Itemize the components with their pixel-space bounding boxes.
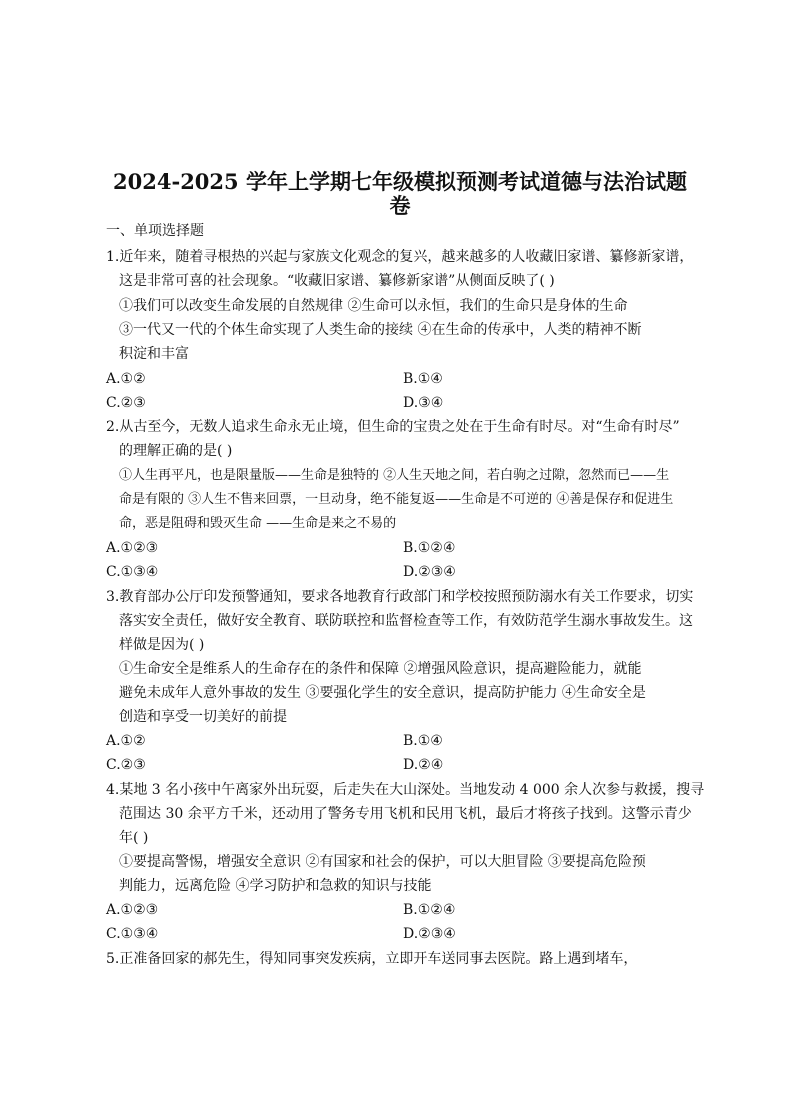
question-2-stem-line: 2.从古至今，无数人追求生命永无止境，但生命的宝贵之处在于生命有时尽。对“生命有时尽”: [106, 419, 680, 435]
question-1-option-a[interactable]: A.①②: [106, 371, 146, 387]
question-2-item-line: 命是有限的 ③人生不售来回票，一旦动身，绝不能复返——生命是不可逆的 ④善是保存和促进生: [119, 492, 674, 507]
question-1-option-c[interactable]: C.②③: [106, 395, 146, 411]
question-4-stem-line: 年( ): [119, 830, 149, 846]
question-1-item-line: ①我们可以改变生命发展的自然规律 ②生命可以永恒，我们的生命只是身体的生命: [119, 298, 628, 314]
question-1-option-b[interactable]: B.①④: [403, 371, 443, 387]
question-4-option-b[interactable]: B.①②④: [403, 902, 456, 918]
question-4-item-line: ①要提高警惕，增强安全意识 ②有国家和社会的保护，可以大胆冒险 ③要提高危险预: [119, 854, 646, 870]
question-2-item-line: 命，恶是阻碍和毁灭生命 ——生命是来之不易的: [119, 516, 397, 531]
question-2-option-b[interactable]: B.①②④: [403, 540, 456, 556]
question-1-item-line: 积淀和丰富: [119, 346, 189, 362]
question-3-option-b[interactable]: B.①④: [403, 733, 443, 749]
question-3-option-d[interactable]: D.②④: [403, 757, 444, 773]
question-3-item-line: 避免未成年人意外事故的发生 ③要强化学生的安全意识，提高防护能力 ④生命安全是: [119, 685, 646, 701]
exam-title: [90, 170, 710, 218]
question-3-stem-line: 3.教育部办公厅印发预警通知，要求各地教育行政部门和学校按照预防溺水有关工作要求，切实: [106, 589, 694, 605]
question-4-item-line: 判能力，远离危险 ④学习防护和急救的知识与技能: [119, 878, 432, 894]
question-2-item-line: ①人生再平凡，也是限量版——生命是独特的 ②人生天地之间，若白驹之过隙，忽然而已——生: [119, 468, 670, 483]
question-3-option-c[interactable]: C.②③: [106, 757, 146, 773]
question-4-option-d[interactable]: D.②③④: [403, 926, 456, 942]
question-1-option-d[interactable]: D.③④: [403, 395, 444, 411]
question-3-stem-line: 样做是因为( ): [119, 637, 205, 653]
question-3-item-line: 创造和享受一切美好的前提: [119, 709, 287, 725]
title-line-1: 2024-2025 学年上学期七年级模拟预测考试道德与法治试题: [113, 169, 687, 194]
question-5-stem-line: 5.正准备回家的郝先生，得知同事突发疾病，立即开车送同事去医院。路上遇到堵车，: [106, 951, 638, 967]
title-line-2: 卷: [389, 193, 411, 218]
question-1-stem-line: 1.近年来，随着寻根热的兴起与家族文化观念的复兴，越来越多的人收藏旧家谱、纂修新家谱，: [106, 249, 694, 265]
question-3-item-line: ①生命安全是维系人的生命存在的条件和保障 ②增强风险意识，提高避险能力，就能: [119, 661, 642, 677]
question-2-option-c[interactable]: C.①③④: [106, 564, 159, 580]
section-heading: 一、单项选择题: [106, 223, 204, 239]
question-3-stem-line: 落实安全责任，做好安全教育、联防联控和监督检查等工作，有效防范学生溺水事故发生。这: [119, 613, 693, 629]
question-3-option-a[interactable]: A.①②: [106, 733, 146, 749]
question-2-option-a[interactable]: A.①②③: [106, 540, 159, 556]
question-1-item-line: ③一代又一代的个体生命实现了人类生命的接续 ④在生命的传承中，人类的精神不断: [119, 322, 642, 338]
question-2-stem-line: 的理解正确的是( ): [119, 443, 233, 459]
question-4-option-a[interactable]: A.①②③: [106, 902, 159, 918]
question-4-stem-line: 范围达 30 余平方千米，还动用了警务专用飞机和民用飞机，最后才将孩子找到。这警示青少: [119, 806, 692, 822]
question-1-stem-line: 这是非常可喜的社会现象。“收藏旧家谱、纂修新家谱”从侧面反映了( ): [119, 273, 555, 289]
question-2-option-d[interactable]: D.②③④: [403, 564, 456, 580]
question-4-stem-line: 4.某地 3 名小孩中午离家外出玩耍，后走失在大山深处。当地发动 4 000 余人次参与救援，搜寻: [106, 782, 705, 798]
question-4-option-c[interactable]: C.①③④: [106, 926, 159, 942]
